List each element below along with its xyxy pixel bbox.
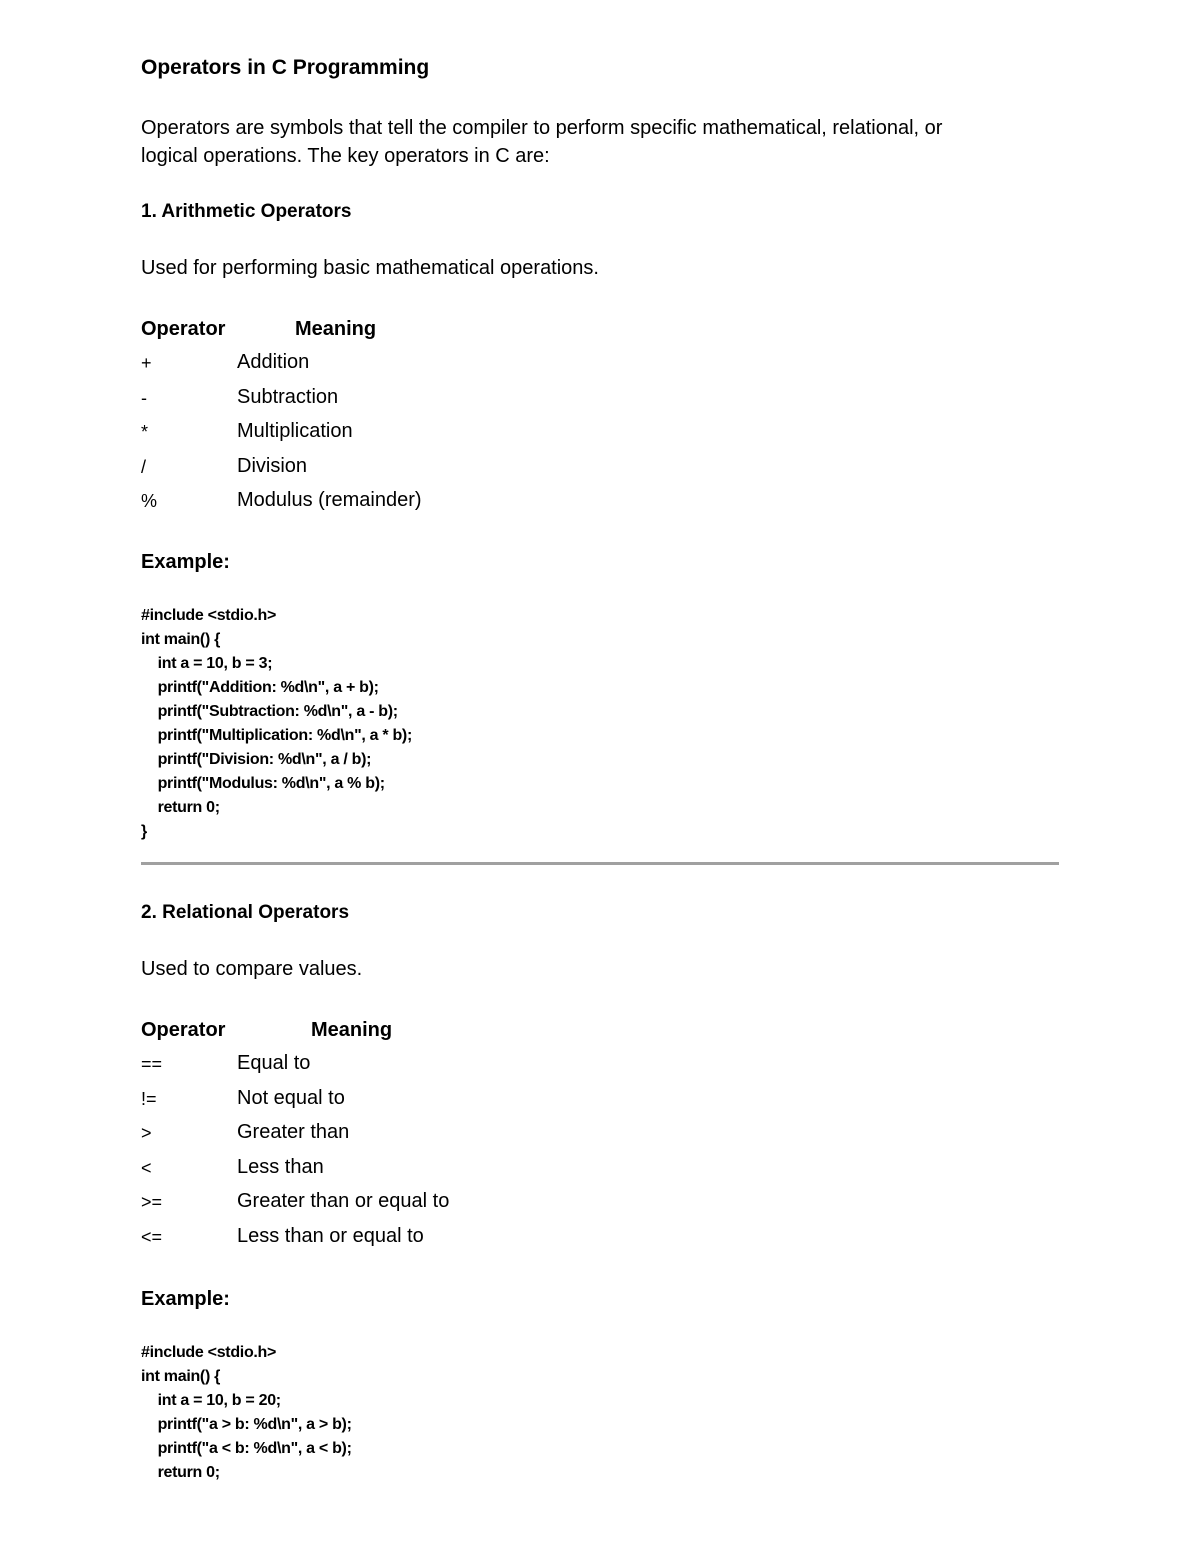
operator-symbol: + (141, 353, 152, 373)
code-line: printf("Division: %d\n", a / b); (141, 751, 372, 768)
code-line: printf("Subtraction: %d\n", a - b); (141, 703, 398, 720)
code-line: int main() { (141, 631, 221, 648)
operator-symbol: == (141, 1054, 163, 1074)
code-line: return 0; (141, 1464, 220, 1481)
operator-meaning: Greater than or equal to (237, 1190, 450, 1212)
table-header-meaning: Meaning (311, 1019, 393, 1041)
operator-meaning: Greater than (237, 1121, 350, 1143)
intro-line-1: Operators are symbols that tell the compiler to perform specific mathematical, relational, or (141, 117, 943, 139)
operator-meaning: Subtraction (237, 386, 339, 408)
operator-symbol: < (141, 1158, 152, 1178)
table-header-meaning: Meaning (295, 318, 377, 340)
code-line: printf("Modulus: %d\n", a % b); (141, 775, 385, 792)
horizontal-rule (141, 862, 1059, 865)
operator-symbol: * (141, 422, 149, 442)
code-line: printf("a > b: %d\n", a > b); (141, 1416, 352, 1433)
operator-symbol: != (141, 1089, 157, 1109)
code-line: printf("Addition: %d\n", a + b); (141, 679, 379, 696)
operator-meaning: Multiplication (237, 420, 353, 442)
operator-meaning: Less than or equal to (237, 1225, 424, 1247)
code-line: return 0; (141, 799, 220, 816)
operator-symbol: / (141, 457, 147, 477)
page-title: Operators in C Programming (141, 56, 430, 79)
code-line: int a = 10, b = 20; (141, 1392, 281, 1409)
section-heading-arithmetic: 1. Arithmetic Operators (141, 201, 352, 222)
code-line: #include <stdio.h> (141, 1344, 277, 1361)
operator-meaning: Division (237, 455, 308, 477)
section-description: Used to compare values. (141, 958, 363, 980)
table-header-operator: Operator (141, 1019, 226, 1041)
operator-symbol: - (141, 388, 147, 408)
intro-line-2: logical operations. The key operators in C are: (141, 145, 550, 167)
table-header-operator: Operator (141, 318, 226, 340)
example-label: Example: (141, 1288, 230, 1310)
code-line: } (141, 823, 147, 840)
operator-symbol: % (141, 491, 158, 511)
section-heading-relational: 2. Relational Operators (141, 902, 350, 923)
operator-symbol: >= (141, 1192, 163, 1212)
operator-meaning: Not equal to (237, 1087, 345, 1109)
operator-symbol: > (141, 1123, 152, 1143)
code-line: int a = 10, b = 3; (141, 655, 273, 672)
operator-symbol: <= (141, 1227, 163, 1247)
operator-meaning: Equal to (237, 1052, 311, 1074)
code-line: int main() { (141, 1368, 221, 1385)
code-line: printf("Multiplication: %d\n", a * b); (141, 727, 412, 744)
operator-meaning: Addition (237, 351, 310, 373)
operator-meaning: Modulus (remainder) (237, 489, 422, 511)
example-label: Example: (141, 551, 230, 573)
code-line: printf("a < b: %d\n", a < b); (141, 1440, 352, 1457)
operator-meaning: Less than (237, 1156, 324, 1178)
section-description: Used for performing basic mathematical operations. (141, 257, 599, 279)
code-line: #include <stdio.h> (141, 607, 277, 624)
